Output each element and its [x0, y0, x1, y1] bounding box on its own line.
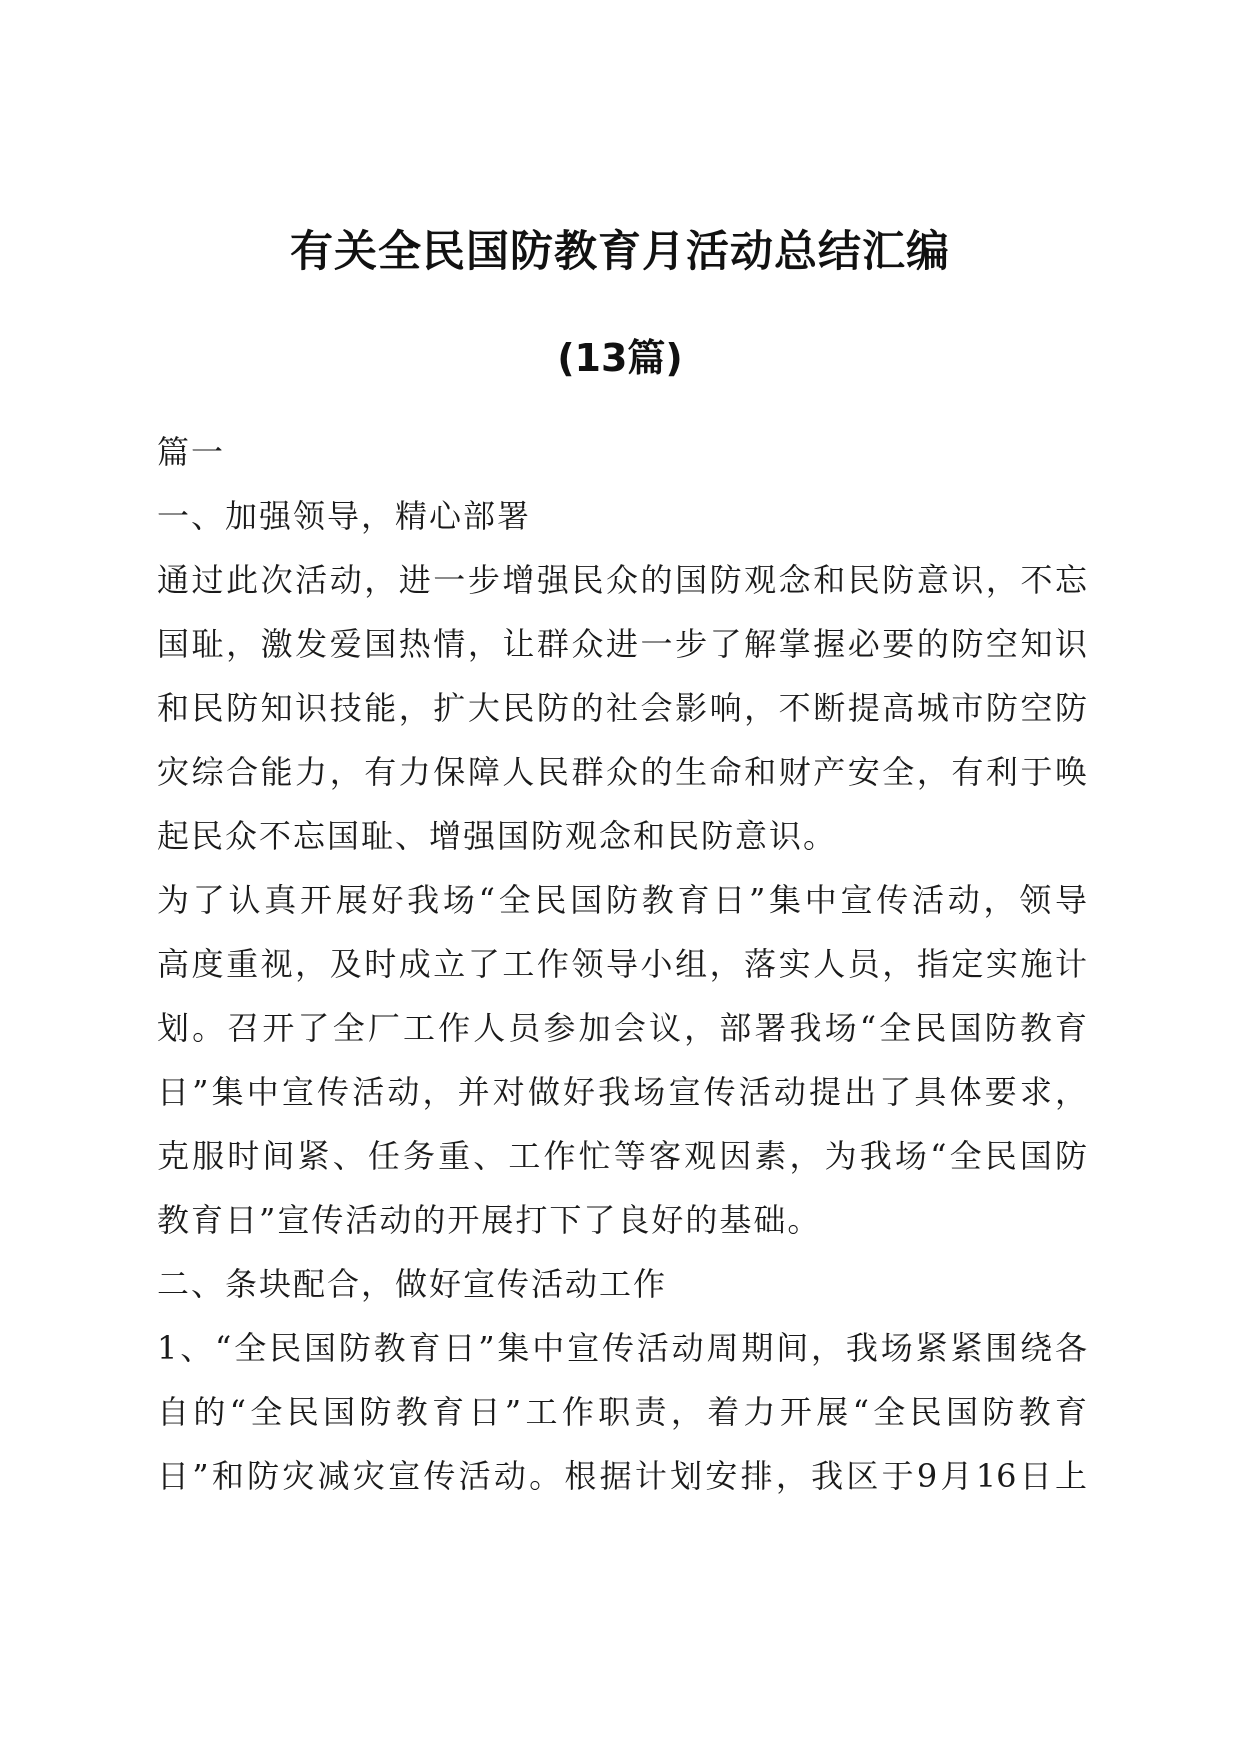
paragraph-line: 和民防知识技能，扩大民防的社会影响，不断提高城市防空防: [157, 689, 1087, 727]
paragraph-line: 日”集中宣传活动，并对做好我场宣传活动提出了具体要求，: [157, 1073, 1087, 1111]
paragraph-line: 自的“全民国防教育日”工作职责，着力开展“全民国防教育: [157, 1393, 1087, 1431]
paragraph-line: 一、加强领导，精心部署: [157, 497, 532, 535]
paragraph-line: 篇一: [157, 433, 226, 471]
document-body: [157, 420, 1087, 1508]
paragraph-line: 划。召开了全厂工作人员参加会议，部署我场“全民国防教育: [157, 1009, 1087, 1047]
document-title: 有关全民国防教育月活动总结汇编: [290, 227, 950, 277]
paragraph-line: 起民众不忘国耻、增强国防观念和民防意识。: [157, 817, 838, 855]
paragraph-line: 为了认真开展好我场“全民国防教育日”集中宣传活动，领导: [157, 881, 1087, 919]
paragraph-line: 克服时间紧、任务重、工作忙等客观因素，为我场“全民国防: [157, 1137, 1087, 1175]
paragraph-line: 教育日”宣传活动的开展打下了良好的基础。: [157, 1201, 822, 1239]
paragraph-line: 1、“全民国防教育日”集中宣传活动周期间，我场紧紧围绕各: [157, 1329, 1087, 1367]
paragraph-line: 二、条块配合，做好宣传活动工作: [157, 1265, 668, 1303]
document-subtitle: (13篇): [557, 336, 683, 380]
paragraph-line: 通过此次活动，进一步增强民众的国防观念和民防意识，不忘: [157, 561, 1087, 599]
paragraph-line: 日”和防灾减灾宣传活动。根据计划安排，我区于9月16日上: [157, 1457, 1087, 1495]
paragraph-line: 高度重视，及时成立了工作领导小组，落实人员，指定实施计: [157, 945, 1087, 983]
paragraph-line: 灾综合能力，有力保障人民群众的生命和财产安全，有利于唤: [157, 753, 1087, 791]
paragraph-line: 国耻，激发爱国热情，让群众进一步了解掌握必要的防空知识: [157, 625, 1087, 663]
